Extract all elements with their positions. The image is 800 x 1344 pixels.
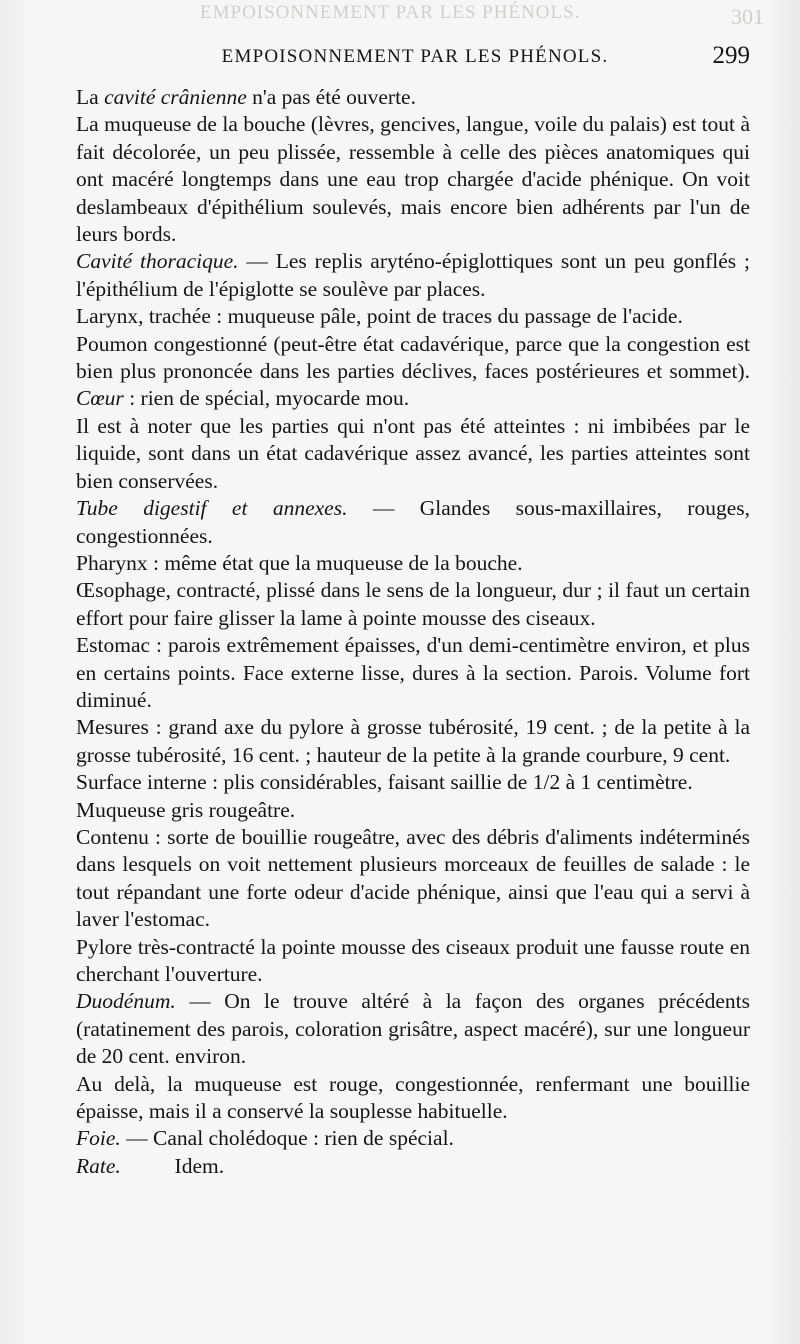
section-label: Tube digestif et annexes. bbox=[76, 496, 348, 521]
paragraph: Œsophage, contracté, plissé dans le sens de la longueur, dur ; il faut un certain effort pour faire glisser la lame à pointe mousse des ciseaux. bbox=[76, 578, 750, 630]
bleed-through-title: EMPOISONNEMENT PAR LES PHÉNOLS. bbox=[200, 2, 581, 23]
page-body bbox=[76, 84, 750, 1180]
paragraph: Poumon congestionné (peut-être état cadavérique, parce que la congestion est bien plus prononcée dans les parties déclives, faces postérieures et sommet). Cœur : rien de spécial, myocarde mou. bbox=[76, 331, 750, 411]
paragraph: Estomac : parois extrêmement épaisses, d'un demi-centimètre environ, et plus en certains points. Face externe lisse, dures à la section. Parois. Volume fort diminué. bbox=[76, 633, 750, 712]
section-label: Foie. bbox=[76, 1126, 121, 1151]
paragraph: Duodénum. — On le trouve altéré à la façon des organes précédents (ratatinement des parois, coloration grisâtre, aspect macéré), sur une longueur de 20 cent. environ. bbox=[76, 989, 750, 1069]
paragraph: Mesures : grand axe du pylore à grosse tubérosité, 19 cent. ; de la petite à la grosse tubérosité, 16 cent. ; hauteur de la petite à la grande courbure, 9 cent. bbox=[76, 715, 750, 767]
section-label: Cavité thoracique. bbox=[76, 249, 239, 274]
running-header bbox=[80, 42, 750, 72]
paragraph: Contenu : sorte de bouillie rougeâtre, avec des débris d'aliments indéterminés dans lesquels on voit nettement plusieurs morceaux de feuilles de salade : le tout répandant une forte odeur d'acide phénique, ainsi que l'eau qui a servi à laver l'estomac. bbox=[76, 824, 750, 932]
emphasis: Cœur bbox=[76, 386, 124, 411]
paragraph: Cavité thoracique. — Les replis aryténo-épiglottiques sont un peu gonflés ; l'épithélium de l'épiglotte se soulève par places. bbox=[76, 249, 750, 301]
paragraph: Foie. — Canal cholédoque : rien de spécial. bbox=[76, 1126, 454, 1151]
paragraph: Il est à noter que les parties qui n'ont pas été atteintes : ni imbibées par le liquide, sont dans un état cadavérique assez avancé, les parties atteintes sont bien conservées. bbox=[76, 413, 750, 493]
bleed-through-page-number: 301 bbox=[731, 4, 764, 29]
page-number: 299 bbox=[712, 42, 750, 69]
paragraph: Larynx, trachée : muqueuse pâle, point de traces du passage de l'acide. bbox=[76, 304, 683, 329]
paragraph: Pharynx : même état que la muqueuse de la bouche. bbox=[76, 550, 523, 575]
emphasis: cavité crânienne bbox=[104, 85, 247, 109]
paragraph: Rate. Idem. bbox=[76, 1153, 225, 1178]
paragraph: Muqueuse gris rougeâtre. bbox=[76, 797, 296, 822]
paragraph: Surface interne : plis considérables, faisant saillie de 1/2 à 1 centimètre. bbox=[76, 770, 693, 795]
section-label: Duodénum. bbox=[76, 989, 176, 1014]
paragraph: La muqueuse de la bouche (lèvres, gencives, langue, voile du palais) est tout à fait décolorée, un peu plissée, ressemble à celle des pièces anatomiques qui ont macéré longtemps dans une eau trop chargée d'acide phénique. On voit deslambeaux d'épithélium soulevés, mais encore bien adhérents par l'un de leurs bords. bbox=[76, 112, 750, 247]
paragraph: La cavité crânienne n'a pas été ouverte. bbox=[76, 85, 416, 109]
paragraph: Au delà, la muqueuse est rouge, congestionnée, renfermant une bouillie épaisse, mais il a conservé la souplesse habituelle. bbox=[76, 1071, 750, 1124]
section-label: Rate. bbox=[76, 1153, 121, 1178]
paragraph: Tube digestif et annexes. — Glandes sous-maxillaires, rouges, congestionnées. bbox=[76, 496, 750, 548]
running-title: EMPOISONNEMENT PAR LES PHÉNOLS. bbox=[221, 46, 609, 67]
paragraph: Pylore très-contracté la pointe mousse des ciseaux produit une fausse route en cherchant l'ouverture. bbox=[76, 934, 750, 986]
